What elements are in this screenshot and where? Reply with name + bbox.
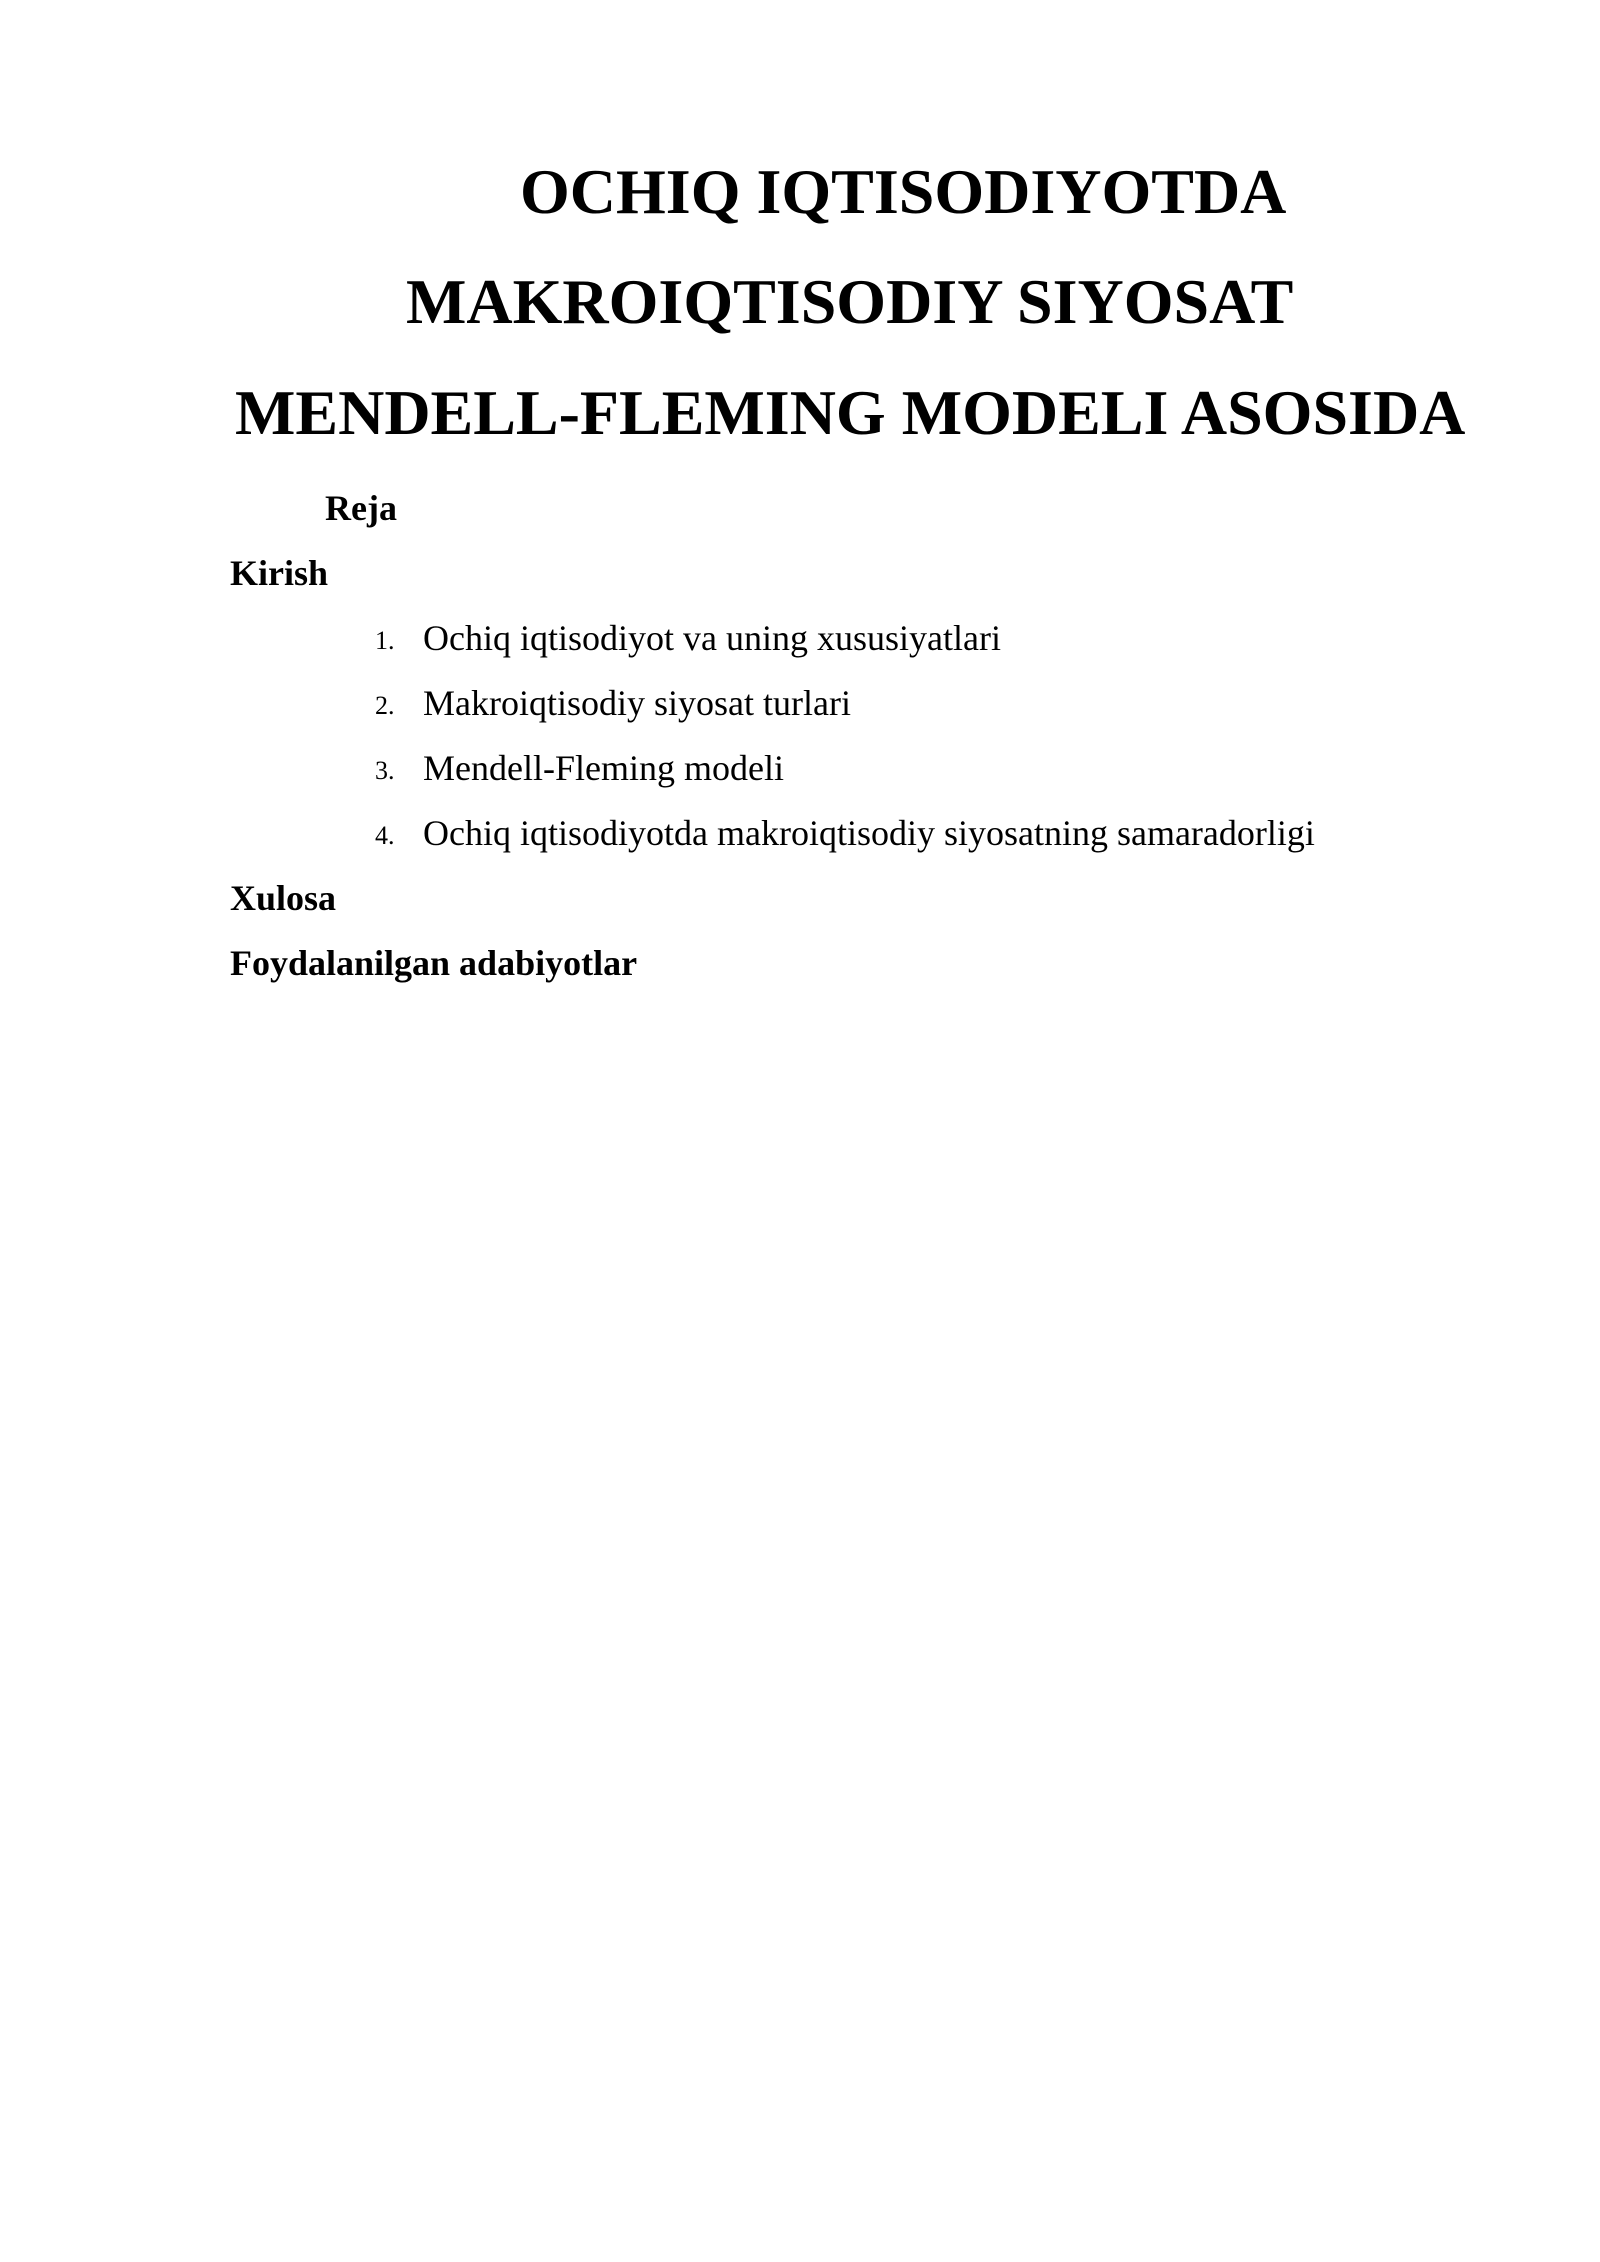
- plan-item-number: 2.: [375, 691, 395, 720]
- plan-heading: Reja: [325, 488, 397, 528]
- plan-item-text: Ochiq iqtisodiyotda makroiqtisodiy siyosatning samaradorligi: [423, 813, 1315, 853]
- plan-item-number: 4.: [375, 821, 395, 850]
- plan-item-number: 1.: [375, 626, 395, 655]
- document-title-line-3: MENDELL-FLEMING MODELI ASOSIDA: [235, 377, 1466, 448]
- section-conclusion: Xulosa: [230, 878, 337, 918]
- section-intro: Kirish: [230, 553, 329, 593]
- plan-item-text: Ochiq iqtisodiyot va uning xususiyatlari: [423, 618, 1001, 658]
- section-references: Foydalanilgan adabiyotlar: [230, 943, 638, 983]
- plan-item-text: Mendell-Fleming modeli: [423, 748, 784, 788]
- document-title-line-1: OCHIQ IQTISODIYOTDA: [520, 156, 1287, 227]
- plan-item-text: Makroiqtisodiy siyosat turlari: [423, 683, 851, 723]
- plan-item-number: 3.: [375, 756, 395, 785]
- document-title-line-2: MAKROIQTISODIY SIYOSAT: [406, 266, 1294, 337]
